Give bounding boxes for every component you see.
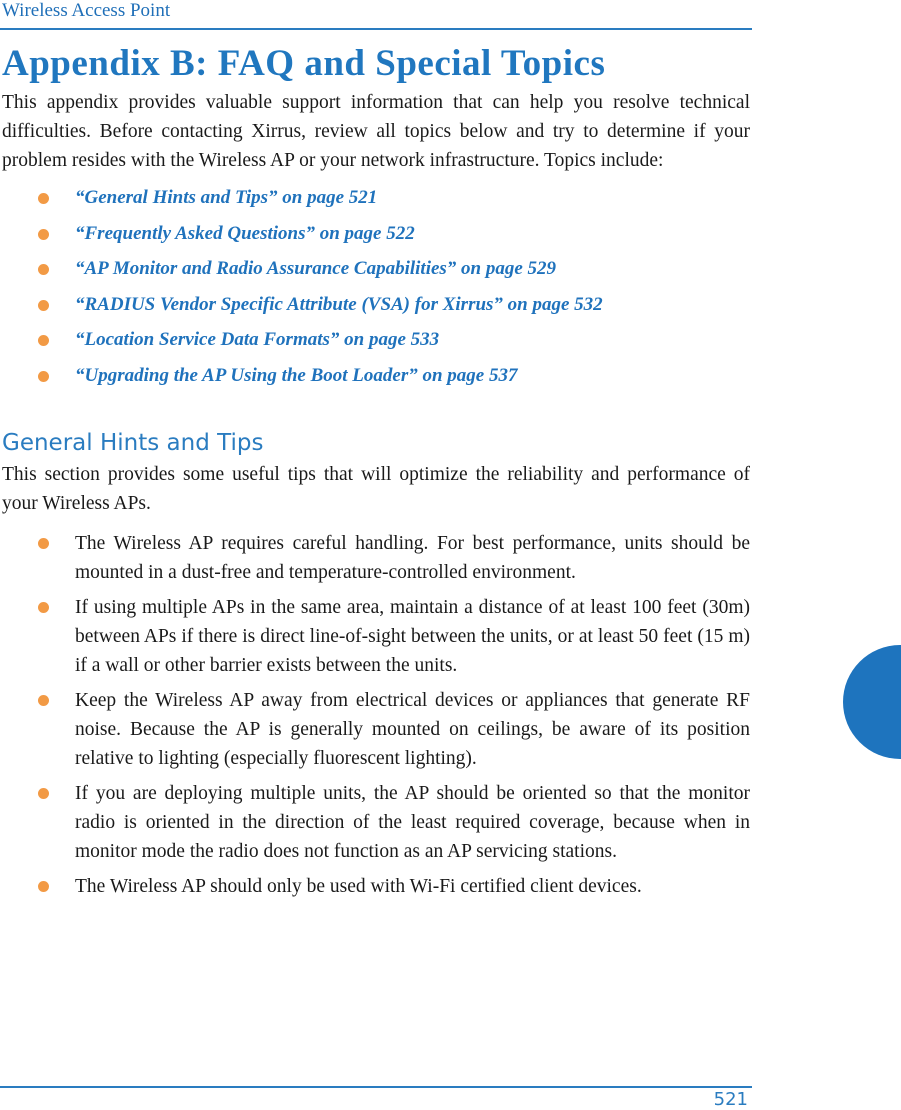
bullet-icon — [38, 335, 49, 346]
appendix-title: Appendix B: FAQ and Special Topics — [2, 43, 606, 84]
tip-text: The Wireless AP requires careful handling. For best performance, units should be mounted in a dust-free and temperature-controlled environment. — [75, 533, 750, 583]
list-item — [2, 292, 750, 328]
tip-text: If you are deploying multiple units, the AP should be oriented so that the monitor radio is oriented in the direction of the least required coverage, because when in monitor mode the radio does not function as an AP servicing stations. — [75, 783, 750, 862]
tips-list — [2, 529, 750, 901]
topics-list — [2, 185, 750, 398]
bullet-icon — [38, 602, 49, 613]
tip-text: If using multiple APs in the same area, maintain a distance of at least 100 feet (30m) between APs if there is direct line-of-sight between the units, or at least 50 feet (15 m) if a wall or other barrier exists between the units. — [75, 597, 750, 676]
topic-link-location-service[interactable]: “Location Service Data Formats” on page 533 — [75, 329, 440, 350]
header-divider — [0, 28, 752, 30]
page-content — [2, 40, 750, 907]
running-header: Wireless Access Point — [2, 0, 171, 21]
bullet-icon — [38, 538, 49, 549]
tip-text: The Wireless AP should only be used with Wi-Fi certified client devices. — [75, 876, 642, 897]
list-item — [2, 221, 750, 257]
topic-link-boot-loader[interactable]: “Upgrading the AP Using the Boot Loader” on page 537 — [75, 364, 518, 386]
bullet-icon — [38, 881, 49, 892]
appendix-intro: This appendix provides valuable support information that can help you resolve technical difficulties. Before contacting Xirrus, review all topics below and try to determine if your problem resides with the Wireless AP or your network infrastructure. Topics include: — [2, 92, 750, 171]
topic-link-faq[interactable]: “Frequently Asked Questions” on page 522 — [75, 222, 415, 244]
list-item — [2, 256, 750, 292]
list-item — [2, 185, 750, 221]
bullet-icon — [38, 229, 49, 240]
footer-divider — [0, 1086, 752, 1088]
bullet-icon — [38, 264, 49, 275]
list-item — [2, 593, 750, 680]
chapter-tab-marker — [843, 645, 901, 759]
bullet-icon — [38, 300, 49, 311]
bullet-icon — [38, 371, 49, 382]
list-item — [2, 686, 750, 773]
section-heading: General Hints and Tips — [2, 430, 264, 456]
page-number: 521 — [713, 1089, 748, 1110]
bullet-icon — [38, 695, 49, 706]
bullet-icon — [38, 788, 49, 799]
list-item — [2, 327, 750, 363]
topic-link-ap-monitor[interactable]: “AP Monitor and Radio Assurance Capabilities” on page 529 — [75, 258, 557, 279]
list-item — [2, 872, 750, 901]
topic-link-radius-vsa[interactable]: “RADIUS Vendor Specific Attribute (VSA) for Xirrus” on page 532 — [75, 293, 603, 315]
section-intro: This section provides some useful tips that will optimize the reliability and performance of your Wireless APs. — [2, 464, 750, 514]
tip-text: Keep the Wireless AP away from electrical devices or appliances that generate RF noise. Because the AP is generally mounted on ceilings, be aware of its position relative to lighting (especially fluorescent lighting). — [75, 690, 750, 769]
list-item — [2, 363, 750, 399]
bullet-icon — [38, 193, 49, 204]
list-item — [2, 529, 750, 587]
list-item — [2, 779, 750, 866]
topic-link-general-hints[interactable]: “General Hints and Tips” on page 521 — [75, 187, 378, 208]
